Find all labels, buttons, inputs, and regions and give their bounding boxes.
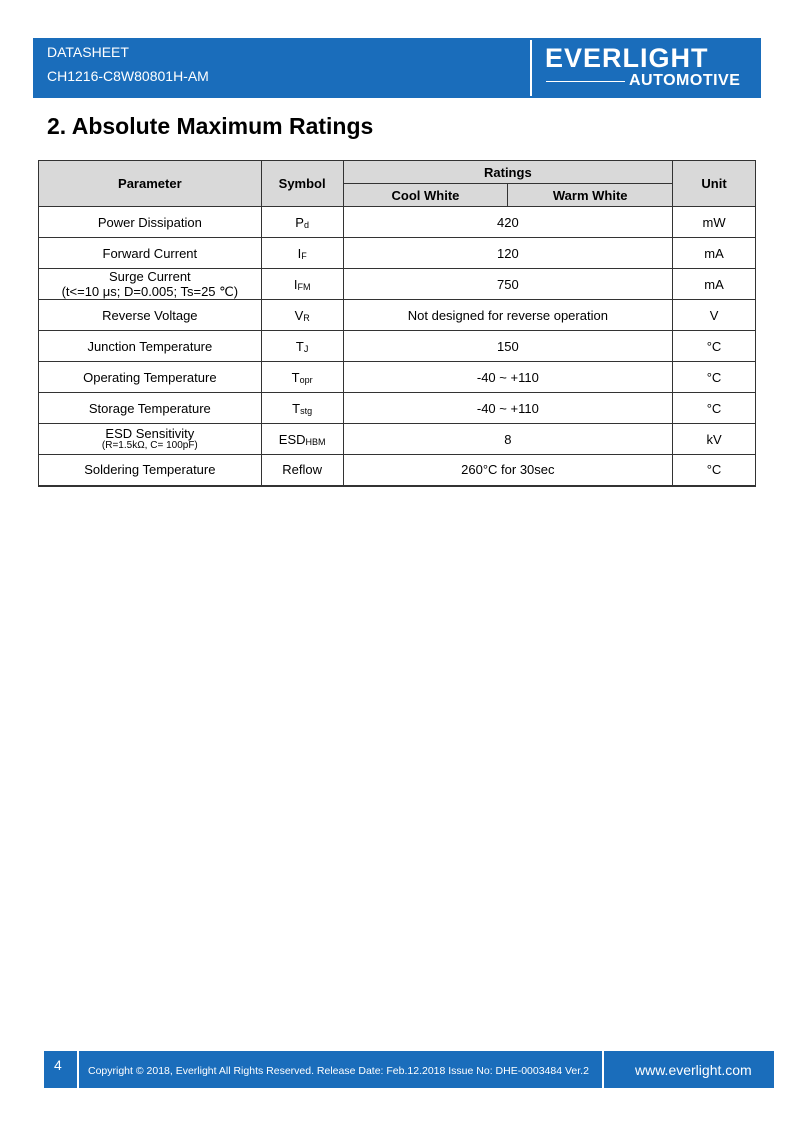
- parameter-cell: Storage Temperature: [39, 393, 262, 424]
- header-symbol: Symbol: [261, 161, 343, 207]
- table-row: [39, 207, 756, 238]
- page-footer: [44, 1051, 774, 1088]
- table-row: [39, 393, 756, 424]
- unit-cell: mA: [673, 269, 756, 300]
- rating-cell: 150: [343, 331, 672, 362]
- parameter-cell: Forward Current: [39, 238, 262, 269]
- parameter-note: (t<=10 μs; D=0.005; Ts=25 ℃): [61, 284, 239, 299]
- unit-cell: mW: [673, 207, 756, 238]
- rating-cell: 260°C for 30sec: [343, 455, 672, 486]
- parameter-cell: Surge Current (t<=10 μs; D=0.005; Ts=25 ℃): [39, 269, 262, 300]
- table-row: [39, 331, 756, 362]
- page-header: [33, 38, 761, 98]
- unit-cell: °C: [673, 393, 756, 424]
- symbol-cell: $P_d$: [261, 207, 343, 238]
- table-row: [39, 424, 756, 455]
- symbol-cell: $T_{stg}$: [261, 393, 343, 424]
- copyright-notice: Copyright © 2018, Everlight All Rights Reserved. Release Date: Feb.12.2018 Issue No: DHE-0003484 Ver.2: [88, 1065, 589, 1077]
- parameter-cell: Reverse Voltage: [39, 300, 262, 331]
- symbol-cell: Reflow: [261, 455, 343, 486]
- parameter-cell: Soldering Temperature: [39, 455, 262, 486]
- parameter-cell: Junction Temperature: [39, 331, 262, 362]
- unit-cell: °C: [673, 362, 756, 393]
- header-ratings: Ratings: [343, 161, 672, 184]
- website-link[interactable]: www.everlight.com: [635, 1062, 752, 1078]
- unit-cell: V: [673, 300, 756, 331]
- rating-cell: Not designed for reverse operation: [343, 300, 672, 331]
- table-row: [39, 455, 756, 486]
- rating-cell: -40 ~ +110: [343, 393, 672, 424]
- logo-rule: [546, 81, 625, 82]
- header-warm-white: Warm White: [508, 184, 673, 207]
- page-number: 4: [54, 1057, 62, 1073]
- header-unit: Unit: [673, 161, 756, 207]
- symbol-cell: $I_F$: [261, 238, 343, 269]
- section-title: 2. Absolute Maximum Ratings: [47, 113, 374, 139]
- unit-cell: °C: [673, 455, 756, 486]
- parameter-note: (R=1.5kΩ, C= 100pF): [101, 440, 198, 451]
- unit-cell: kV: [673, 424, 756, 455]
- footer-divider: [602, 1051, 604, 1088]
- symbol-cell: $ESD_{HBM}$: [261, 424, 343, 455]
- symbol-cell: $I_{FM}$: [261, 269, 343, 300]
- symbol-cell: $T_{opr}$: [261, 362, 343, 393]
- symbol-cell: $T_J$: [261, 331, 343, 362]
- table-row: [39, 362, 756, 393]
- rating-cell: 120: [343, 238, 672, 269]
- parameter-cell: Power Dissipation: [39, 207, 262, 238]
- unit-cell: mA: [673, 238, 756, 269]
- absolute-maximum-ratings-table: [38, 160, 756, 487]
- part-number: CH1216-C8W80801H-AM: [47, 68, 209, 84]
- rating-cell: 420: [343, 207, 672, 238]
- unit-cell: °C: [673, 331, 756, 362]
- symbol-cell: $V_R$: [261, 300, 343, 331]
- rating-cell: 750: [343, 269, 672, 300]
- table-row: [39, 300, 756, 331]
- doc-type-label: DATASHEET: [47, 44, 129, 60]
- rating-cell: -40 ~ +110: [343, 362, 672, 393]
- parameter-cell: Operating Temperature: [39, 362, 262, 393]
- brand-logo-subtitle: AUTOMOTIVE: [629, 72, 741, 89]
- header-divider: [530, 40, 532, 96]
- table-row: [39, 238, 756, 269]
- header-cool-white: Cool White: [343, 184, 508, 207]
- header-parameter: Parameter: [39, 161, 262, 207]
- parameter-cell: ESD Sensitivity (R=1.5kΩ, C= 100pF): [39, 424, 262, 455]
- rating-cell: 8: [343, 424, 672, 455]
- brand-logo: EVERLIGHT: [545, 43, 709, 73]
- table-row: [39, 269, 756, 300]
- footer-divider: [77, 1051, 79, 1088]
